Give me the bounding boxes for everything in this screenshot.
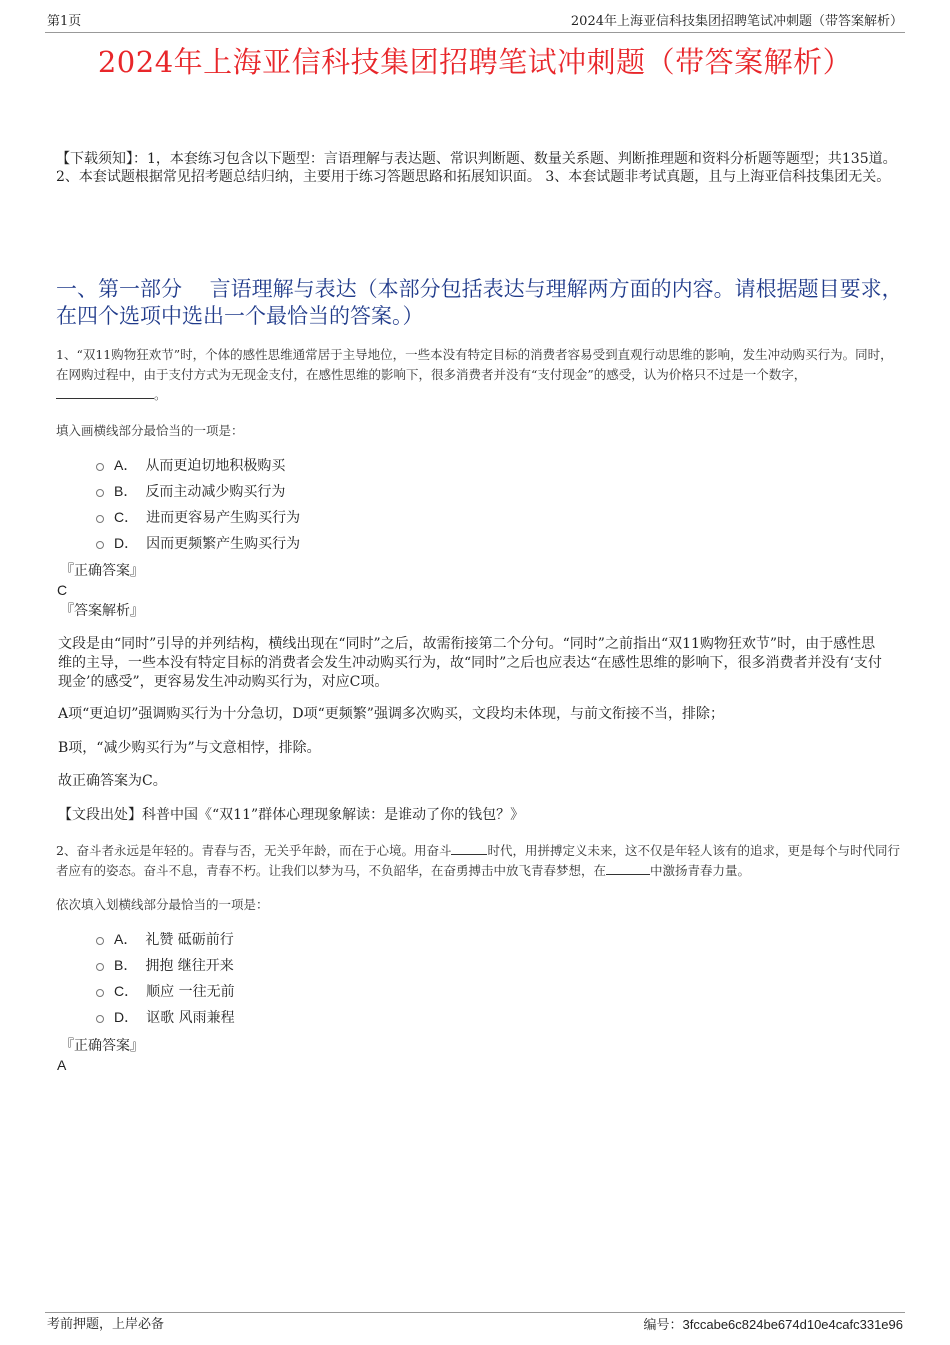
page-header <box>45 14 905 33</box>
question-1-options <box>96 452 300 556</box>
correct-answer-label: 『正确答案』 <box>60 563 144 579</box>
option-d[interactable]: D． 讴歌 风雨兼程 <box>96 1004 235 1030</box>
radio-icon[interactable] <box>96 1015 104 1023</box>
option-d[interactable]: D． 因而更频繁产生购买行为 <box>96 530 300 556</box>
option-a[interactable]: A． 从而更迫切地积极购买 <box>96 452 300 478</box>
analysis-paragraph: A项“更迫切”强调购买行为十分急切，D项“更频繁”强调多次购买，文段均未体现，与前文衔接不当，排除； <box>58 706 724 722</box>
option-c[interactable]: C． 顺应 一往无前 <box>96 978 235 1004</box>
radio-icon[interactable] <box>96 937 104 945</box>
answer-blank <box>56 386 154 399</box>
analysis-paragraph: 文段是由“同时”引导的并列结构，横线出现在“同时”之后，故需衔接第二个分句。“同时”之前指出“双11购物狂欢节”时，由于感性思维的主导，一些本没有特定目标的消费者会发生冲动购买行为，故“同时”之后也应表达“在感性思维的影响下，很多消费者并没有‘支付现金’的感受”，更容易发生冲动购买行为，对应C项。 <box>58 636 882 690</box>
answer-blank <box>606 862 650 875</box>
document-title: 2024年上海亚信科技集团招聘笔试冲刺题（带答案解析） <box>97 45 853 79</box>
source-citation: 【文段出处】科普中国《“双11”群体心理现象解读：是谁动了你的钱包？》 <box>58 807 525 823</box>
question-2-prompt: 依次填入划横线部分最恰当的一项是： <box>56 897 269 912</box>
analysis-paragraph: 故正确答案为C。 <box>58 773 167 789</box>
analysis-paragraph: B项，“减少购买行为”与文意相悖，排除。 <box>58 740 321 756</box>
question-2-text: 2、奋斗者永远是年轻的。青春与否，无关乎年龄，而在于心境。用奋斗 时代，用拼搏定义未来，这不仅是年轻人该有的追求，更是每个与时代同行者应有的姿态。奋斗不息，青春不朽。让我们以梦为马，不负韶华，在奋勇搏击中放飞青春梦想，在 中激扬青春力量。 <box>56 843 900 878</box>
section-heading: 一、第一部分 言语理解与表达（本部分包括表达与理解两方面的内容。请根据题目要求，在四个选项中选出一个最恰当的答案。） <box>56 277 903 328</box>
analysis-label: 『答案解析』 <box>60 603 144 619</box>
correct-answer: C <box>57 582 68 598</box>
question-2-options <box>96 926 235 1030</box>
correct-answer: A <box>57 1057 67 1073</box>
question-1-prompt: 填入画横线部分最恰当的一项是： <box>56 423 244 438</box>
option-b[interactable]: B． 反而主动减少购买行为 <box>96 478 300 504</box>
radio-icon[interactable] <box>96 963 104 971</box>
option-c[interactable]: C． 进而更容易产生购买行为 <box>96 504 300 530</box>
page-footer <box>45 1312 905 1335</box>
question-1-text: 1、“双11购物狂欢节”时，个体的感性思维通常居于主导地位，一些本没有特定目标的消费者容易受到直观行动思维的影响，发生冲动购买行为。同时，在网购过程中，由于支付方式为无现金支付，在感性思维的影响下，很多消费者并没有“支付现金”的感受，认为价格只不过是一个数字，。 <box>56 347 893 402</box>
document-id: 编号：3fccabe6c824be674d10e4cafc331e96 <box>643 1317 903 1333</box>
radio-icon[interactable] <box>96 541 104 549</box>
answer-blank <box>451 842 487 855</box>
radio-icon[interactable] <box>96 989 104 997</box>
footer-slogan: 考前押题，上岸必备 <box>47 1317 165 1332</box>
radio-icon[interactable] <box>96 489 104 497</box>
download-notice: 【下载须知】：1，本套练习包含以下题型：言语理解与表达题、常识判断题、数量关系题、判断推理题和资料分析题等题型；共135道。 2、本套试题根据常见招考题总结归纳，主要用于练习答题思路和拓展知识面。 3、本套试题非考试真题，且与上海亚信科技集团无关。 <box>56 151 897 185</box>
radio-icon[interactable] <box>96 463 104 471</box>
option-a[interactable]: A． 礼赞 砥砺前行 <box>96 926 235 952</box>
radio-icon[interactable] <box>96 515 104 523</box>
header-doc-title: 2024年上海亚信科技集团招聘笔试冲刺题（带答案解析） <box>570 14 903 29</box>
correct-answer-label: 『正确答案』 <box>60 1038 144 1054</box>
page-number: 第1页 <box>47 14 82 29</box>
option-b[interactable]: B． 拥抱 继往开来 <box>96 952 235 978</box>
